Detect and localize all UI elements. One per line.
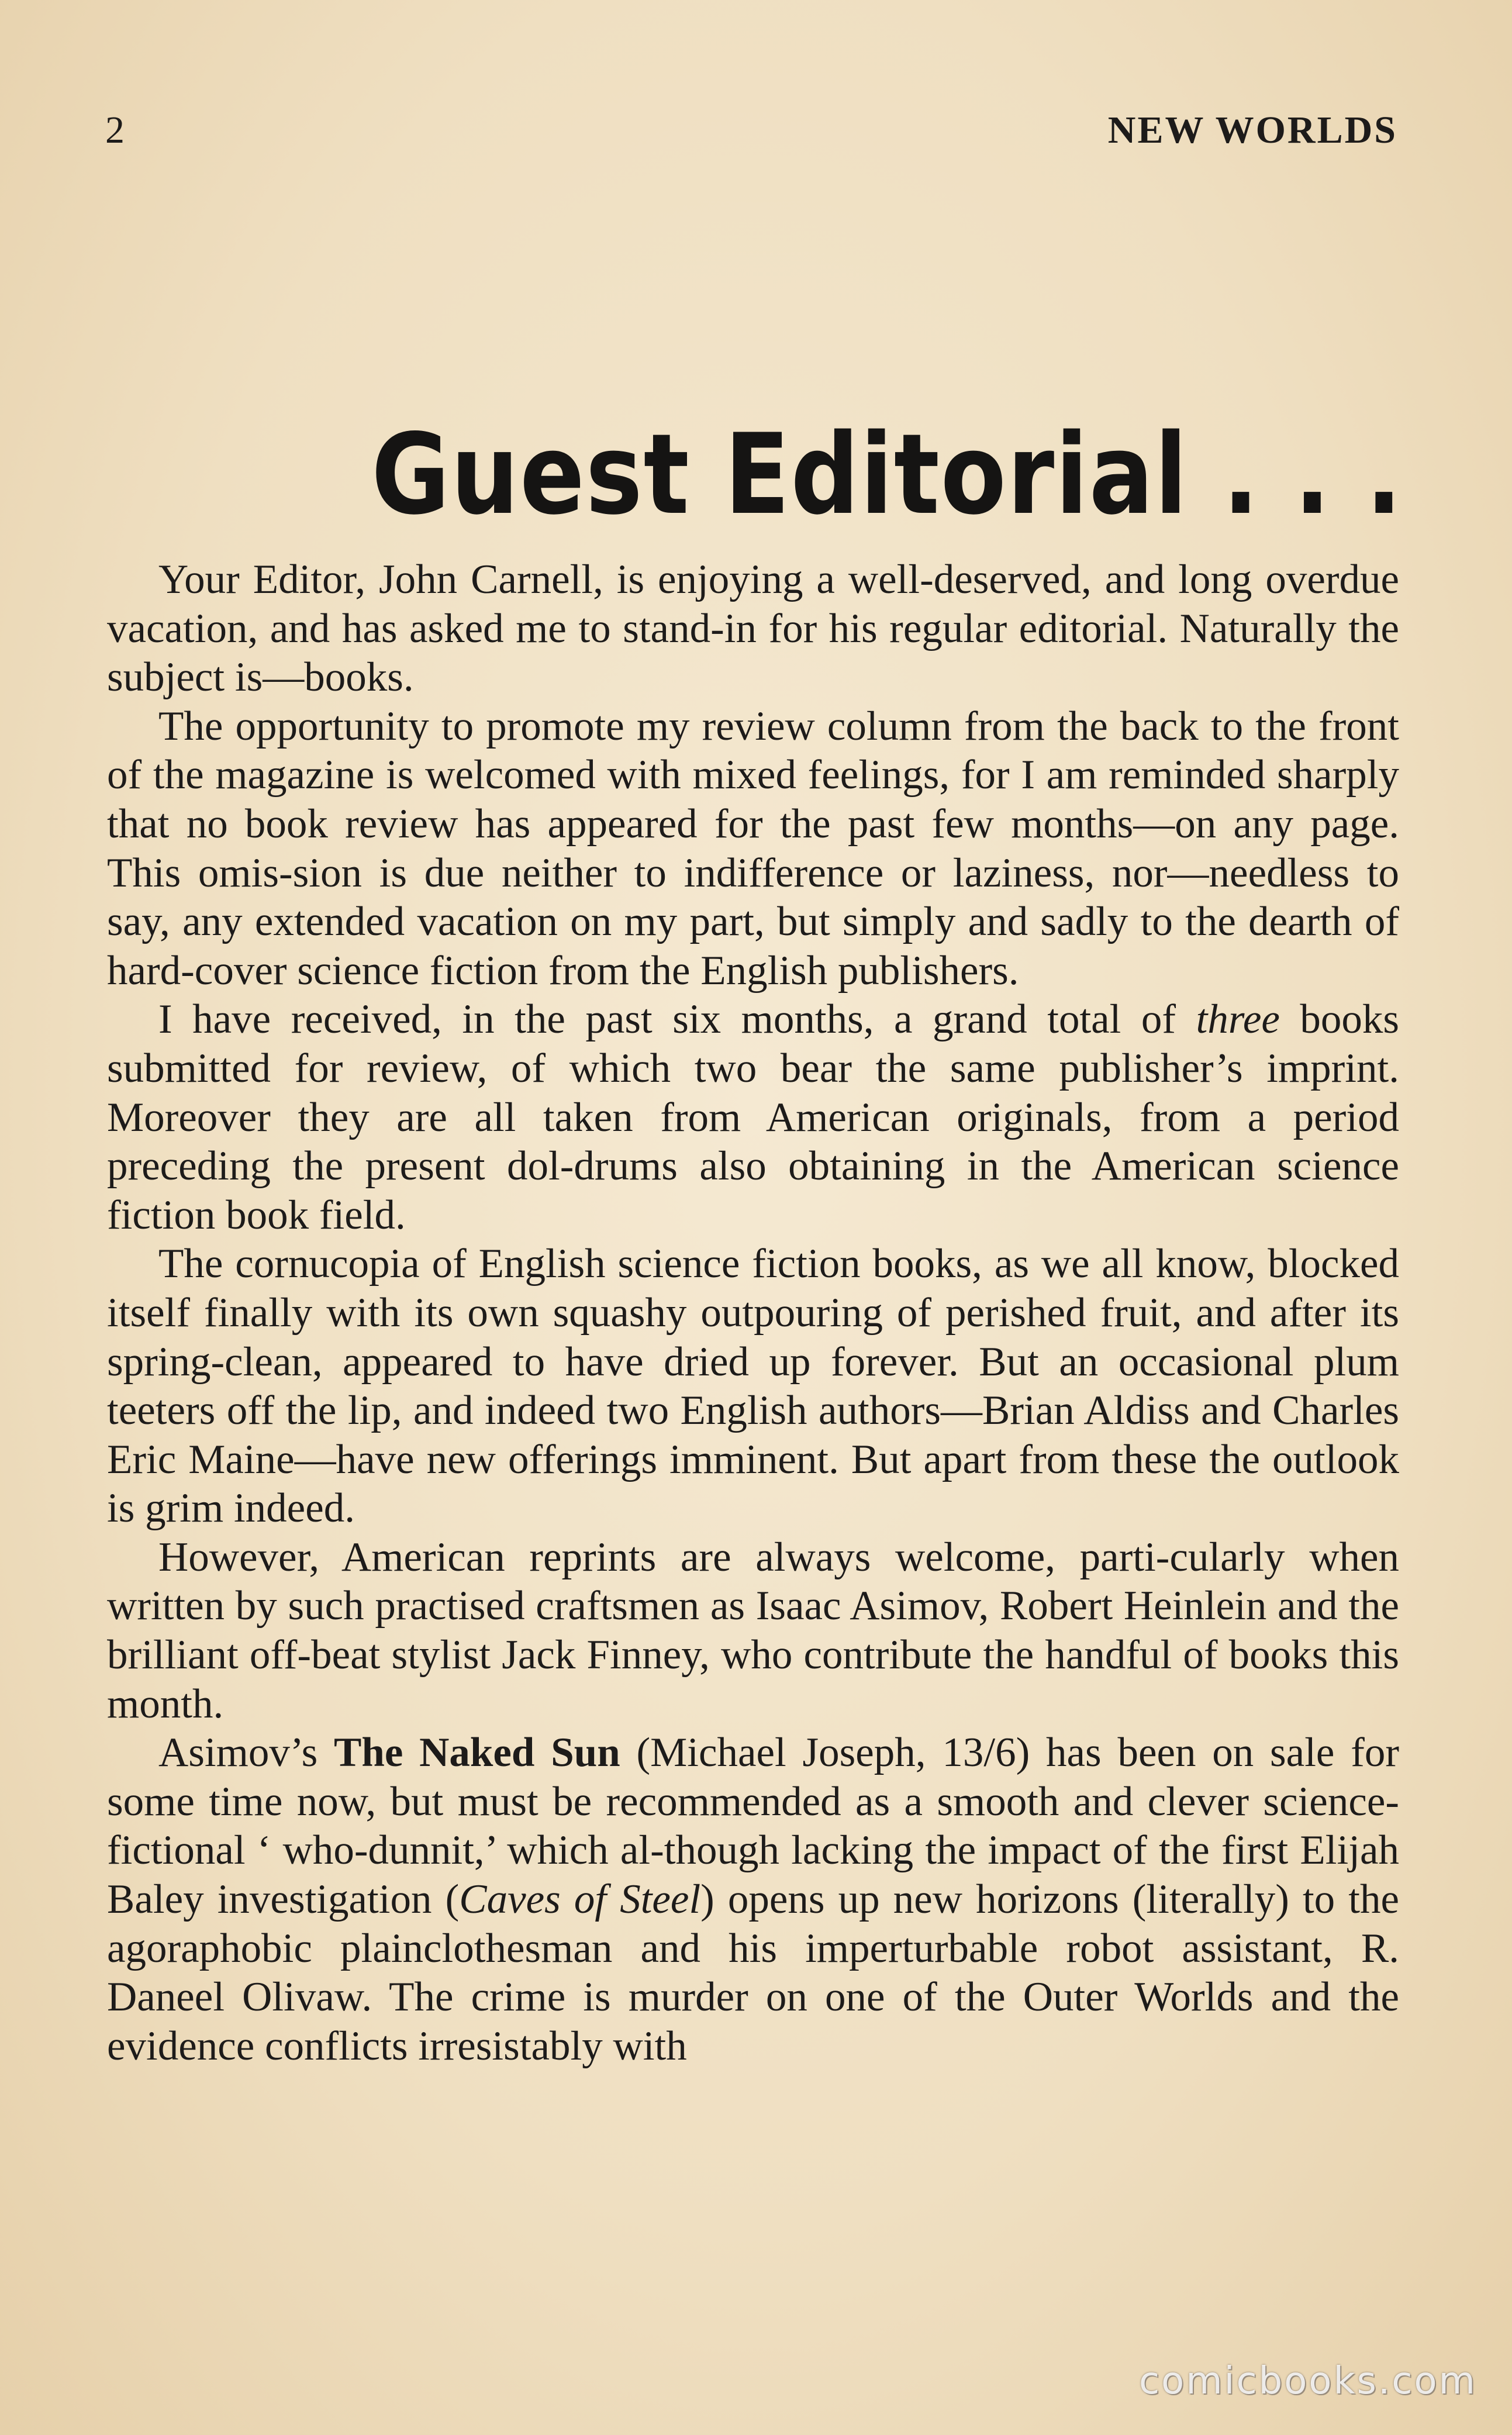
paragraph-text: Your Editor, John Carnell, is enjoying a well-deserved, and long overdue vacation, and has asked me to stand-in for his regular editorial. Naturally the subject is—books. — [107, 557, 1399, 701]
paragraph-text: However, American reprints are always welcome, parti-cularly when written by such practised craftsmen as Isaac Asimov, Robert Heinlein and the brilliant off-beat stylist Jack Finney, who contribute the handful of books this month. — [107, 1534, 1399, 1727]
editorial-paragraph — [107, 702, 1399, 996]
editorial-body — [107, 556, 1399, 2071]
paragraph-text: The opportunity to promote my review column from the back to the front of the magazine is welcomed with mixed feelings, for I am reminded sharply that no book review has appeared for the past few months—on any page. This omis-sion is due neither to indifference or laziness, nor—needless to say, any extended vacation on my part, but simply and sadly to the dearth of hard-cover science fiction from the English publishers. — [107, 703, 1399, 994]
editorial-paragraph — [107, 1729, 1399, 2071]
page-header — [105, 108, 1397, 155]
editorial-title: Guest Editorial . . . — [371, 410, 1403, 540]
paragraph-text: The cornucopia of English science fiction books, as we all know, blocked itself finally with its own squashy outpouring of perished fruit, and after its spring-clean, appeared to have dried up forever. But an occasional plum teeters off the lip, and indeed two English authors—Brian Aldiss and Charles Eric Maine—have new offerings imminent. But apart from these the outlook is grim indeed. — [107, 1241, 1399, 1532]
paragraph-text: I have received, in the past six months, a grand total of — [158, 996, 1196, 1043]
emphasis-text: Caves of Steel — [459, 1877, 701, 1923]
editorial-paragraph — [107, 1240, 1399, 1533]
magazine-title: NEW WORLDS — [1107, 109, 1397, 151]
page-number: 2 — [105, 109, 126, 151]
editorial-paragraph — [107, 995, 1399, 1240]
paragraph-text: books submitted for review, of which two bear the same publisher’s imprint. Moreover they are all taken from American originals, from a period preceding the present dol-drums also obtaining in the American science fiction book field. — [107, 996, 1399, 1238]
editorial-paragraph — [107, 1533, 1399, 1729]
paragraph-text: Asimov’s — [158, 1730, 334, 1776]
book-title: The Naked Sun — [334, 1730, 620, 1776]
emphasis-text: three — [1196, 996, 1280, 1043]
watermark: comicbooks.com — [1138, 2360, 1477, 2403]
paragraph-text: (Michael Joseph, 13/6) has been on sale for some time now, but must be recommended as a smooth and clever science-fictional ‘ who-dunnit,’ which al-though lacking the impact of the first Elijah Baley investigation ( — [107, 1730, 1400, 1923]
editorial-paragraph — [107, 556, 1399, 702]
paragraph-text: ) opens up new horizons (literally) to the agoraphobic plainclothesman and his imperturbable robot assistant, R. Daneel Olivaw. The crime is murder on one of the Outer Worlds and the evidence conflicts irresistably with — [107, 1877, 1400, 2069]
